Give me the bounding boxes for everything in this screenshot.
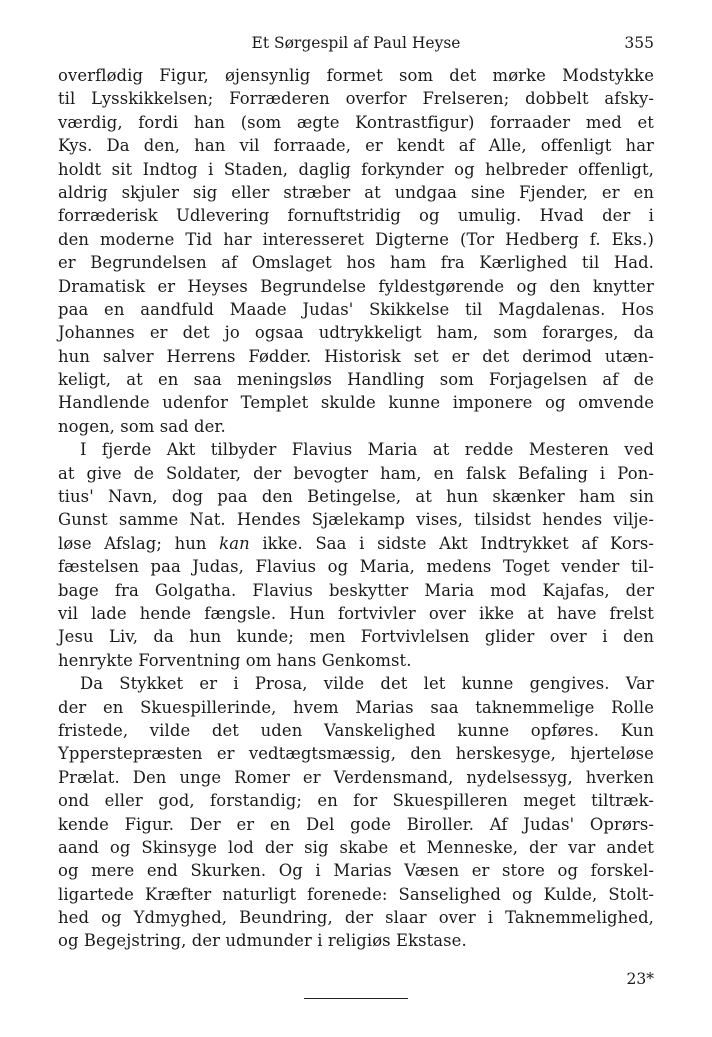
text-line: I fjerde Akt tilbyder Flavius Maria at redde Mesteren ved [80, 440, 654, 460]
text-line: vil lade hende fængsle. Hun fortvivler over ikke at have frelst [58, 603, 654, 623]
text-line: Ypperstepræsten er vedtægtsmæssig, den herskesyge, hjerteløse [58, 744, 654, 764]
text-line: at give de Soldater, der bevogter ham, en falsk Befaling i Pon- [58, 463, 654, 483]
text-line: holdt sit Indtog i Staden, daglig forkynder og helbreder offenligt, [58, 159, 654, 179]
text-line: fristede, vilde det uden Vanskelighed kunne opføres. Kun [58, 720, 654, 740]
text-line: Gunst samme Nat. Hendes Sjælekamp vises, tilsidst hendes vilje- [58, 510, 654, 530]
text-line: keligt, at en saa meningsløs Handling som Forjagelsen af de [58, 370, 654, 390]
text-line: ond eller god, forstandig; en for Skuespilleren meget tiltræk- [58, 791, 654, 811]
running-title: Et Sørgespil af Paul Heyse [251, 34, 461, 52]
text-line: og mere end Skurken. Og i Marias Væsen er store og forskel- [58, 861, 654, 881]
text-line: hed og Ydmyghed, Beundring, der slaar over i Taknemmelighed, [58, 908, 654, 928]
text-line: kende Figur. Der er en Del gode Biroller. Af Judas' Oprørs- [58, 814, 654, 834]
text-line: Prælat. Den unge Romer er Verdensmand, nydelsessyg, hverken [58, 767, 654, 787]
text-line: bage fra Golgatha. Flavius beskytter Maria mod Kajafas, der [58, 580, 654, 600]
paragraph-1 [58, 64, 654, 438]
page-number: 355 [624, 34, 654, 52]
text-line: og Begejstring, der udmunder i religiøs Ekstase. [58, 931, 467, 951]
text-line: hun salver Herrens Fødder. Historisk set er det derimod utæn- [58, 346, 654, 366]
text-line: den moderne Tid har interesseret Digterne (Tor Hedberg f. Eks.) [58, 229, 654, 249]
text-line: Kys. Da den, han vil forraade, er kendt af Alle, offenligt har [58, 136, 654, 156]
text-line: til Lysskikkelsen; Forræderen overfor Frelseren; dobbelt afsky- [58, 89, 654, 109]
text-line: Johannes er det jo ogsaa udtrykkeligt ham, som forarges, da [58, 323, 654, 343]
text-line: overflødig Figur, øjensynlig formet som det mørke Modstykke [58, 66, 654, 85]
text-segment: løse Afslag; hun [58, 533, 220, 553]
text-line: aldrig skjuler sig eller stræber at undgaa sine Fjender, er en [58, 182, 654, 202]
paragraph-2 [58, 438, 654, 672]
text-segment: ikke. Saa i sidste Akt Indtrykket af Kors- [249, 533, 654, 553]
running-head [58, 30, 654, 58]
paragraph-3 [58, 672, 654, 953]
text-line: Dramatisk er Heyses Begrundelse fyldestgørende og den knytter [58, 276, 654, 296]
text-line: ligartede Kræfter naturligt forenede: Sanselighed og Kulde, Stolt- [58, 884, 654, 904]
signature-mark: 23* [626, 970, 654, 988]
text-line: paa en aandfuld Maade Judas' Skikkelse til Magdalenas. Hos [58, 299, 654, 319]
text-line: værdig, fordi han (som ægte Kontrastfigur) forraader med et [58, 112, 654, 132]
section-divider [304, 998, 408, 999]
text-line: nogen, som sad der. [58, 416, 226, 436]
text-line: Jesu Liv, da hun kunde; men Fortvivlelsen glider over i den [58, 627, 654, 647]
text-line: henrykte Forventning om hans Genkomst. [58, 650, 412, 670]
text-line: Handlende udenfor Templet skulde kunne imponere og omvende [58, 393, 654, 413]
text-line: tius' Navn, dog paa den Betingelse, at hun skænker ham sin [58, 487, 654, 507]
text-line: aand og Skinsyge lod der sig skabe et Menneske, der var andet [58, 837, 654, 857]
text-line-with-emphasis [58, 532, 654, 555]
body-text [58, 64, 654, 953]
text-line: forræderisk Udlevering fornuftstridig og umulig. Hvad der i [58, 206, 654, 226]
text-line: der en Skuespillerinde, hvem Marias saa taknemmelige Rolle [58, 697, 654, 717]
text-line: er Begrundelsen af Omslaget hos ham fra Kærlighed til Had. [58, 253, 654, 273]
text-line: fæstelsen paa Judas, Flavius og Maria, medens Toget vender til- [58, 557, 654, 577]
text-line: Da Stykket er i Prosa, vilde det let kunne gengives. Var [80, 674, 654, 694]
book-page [58, 30, 654, 999]
emphasized-word: kan [219, 533, 250, 553]
